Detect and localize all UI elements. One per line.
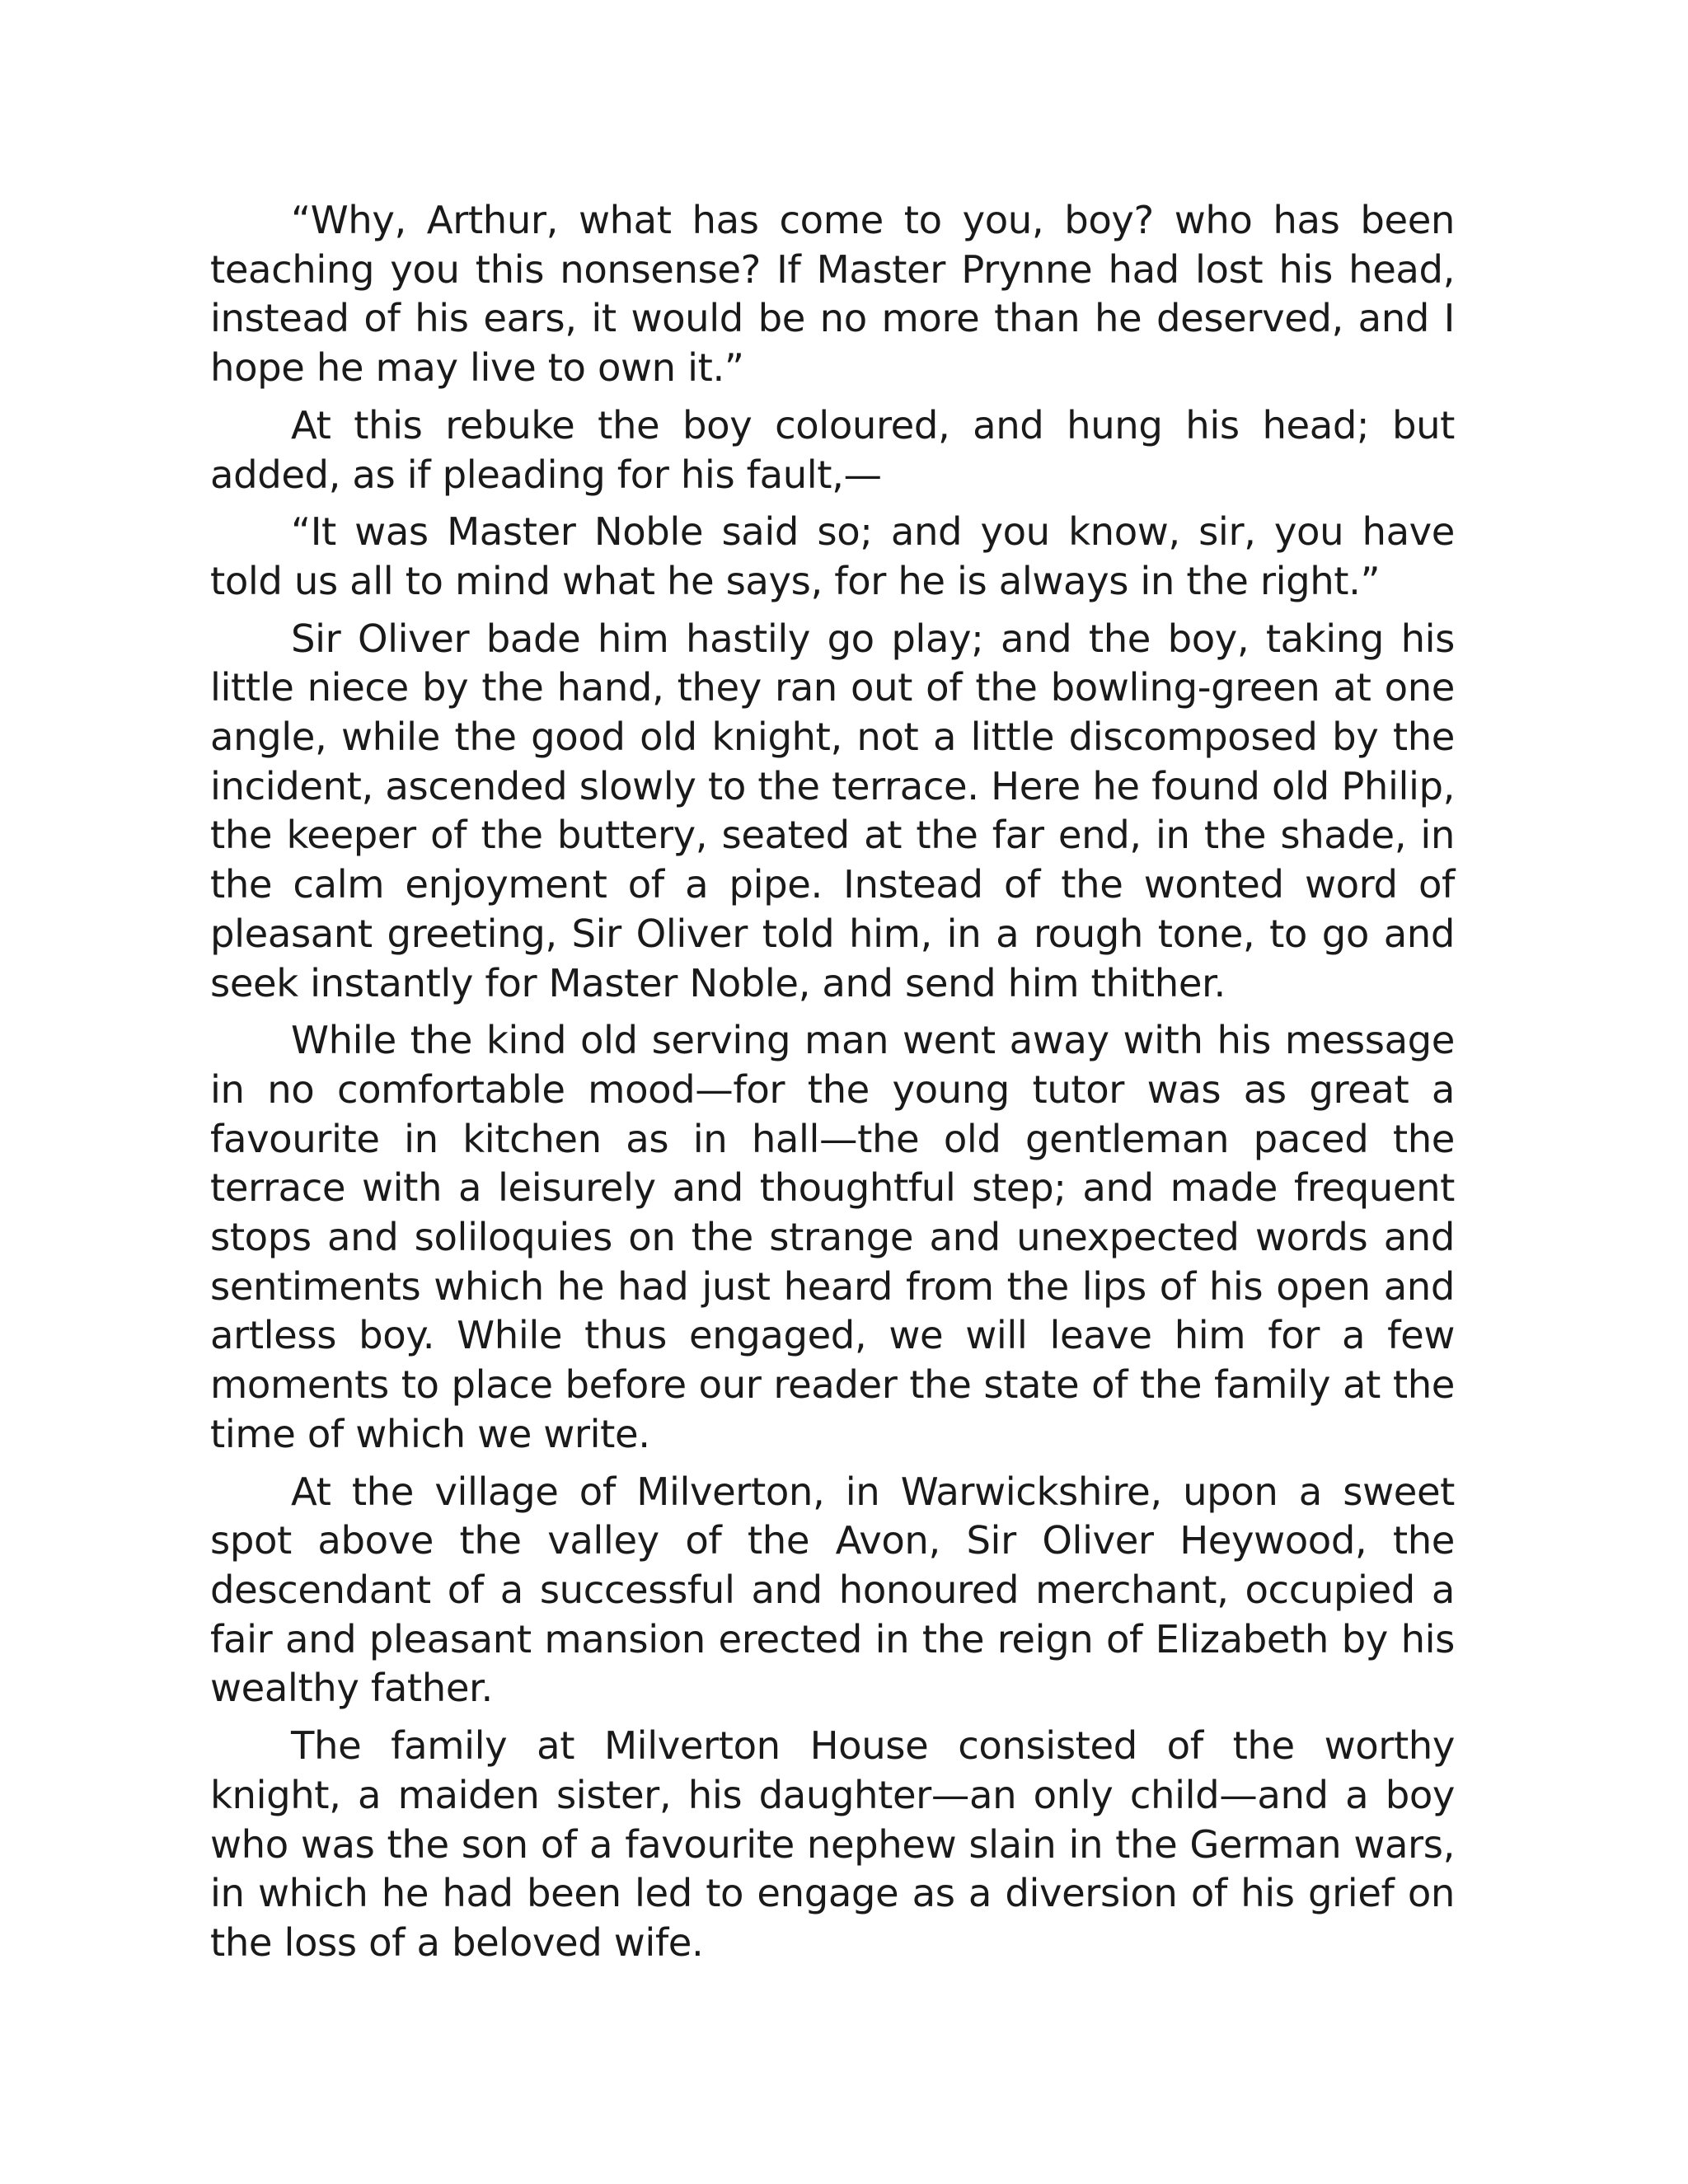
paragraph-4: Sir Oliver bade him hastily go play; and the boy, taking his little niece by the hand, they ran out of the bowling-green at one angle, while the good old knight, not a little discomposed by the incident, ascended slowly to the terrace. Here he found old Philip, the keeper of the buttery, seated at the far end, in the shade, in the calm enjoyment of a pipe. Instead of the wonted word of pleasant greeting, Sir Oliver told him, in a rough tone, to go and seek instantly for Master Noble, and send him thither. <box>210 616 1455 1005</box>
paragraph-5: While the kind old serving man went away with his message in no comfortable mood—for the young tutor was as great a favourite in kitchen as in hall—the old gentleman paced the terrace with a leisurely and thoughtful step; and made frequent stops and soliloquies on the strange and unexpected words and sentiments which he had just heard from the lips of his open and artless boy. While thus engaged, we will leave him for a few moments to place before our reader the state of the family at the time of which we write. <box>210 1018 1455 1456</box>
paragraph-2: At this rebuke the boy coloured, and hung his head; but added, as if pleading for his fault,— <box>210 402 1455 497</box>
paragraph-7: The family at Milverton House consisted of the worthy knight, a maiden sister, his daughter—an only child—and a boy who was the son of a favourite nephew slain in the German wars, in which he had been led to engage as a diversion of his grief on the loss of a beloved wife. <box>210 1723 1455 1965</box>
document-page <box>210 196 1455 1968</box>
paragraph-3: “It was Master Noble said so; and you know, sir, you have told us all to mind what he says, for he is always in the right.” <box>210 509 1455 603</box>
paragraph-1: “Why, Arthur, what has come to you, boy? who has been teaching you this nonsense? If Master Prynne had lost his head, instead of his ears, it would be no more than he deserved, and I hope he may live to own it.” <box>210 198 1455 391</box>
paragraph-6: At the village of Milverton, in Warwickshire, upon a sweet spot above the valley of the Avon, Sir Oliver Heywood, the descendant of a successful and honoured merchant, occupied a fair and pleasant mansion erected in the reign of Elizabeth by his wealthy father. <box>210 1469 1455 1711</box>
